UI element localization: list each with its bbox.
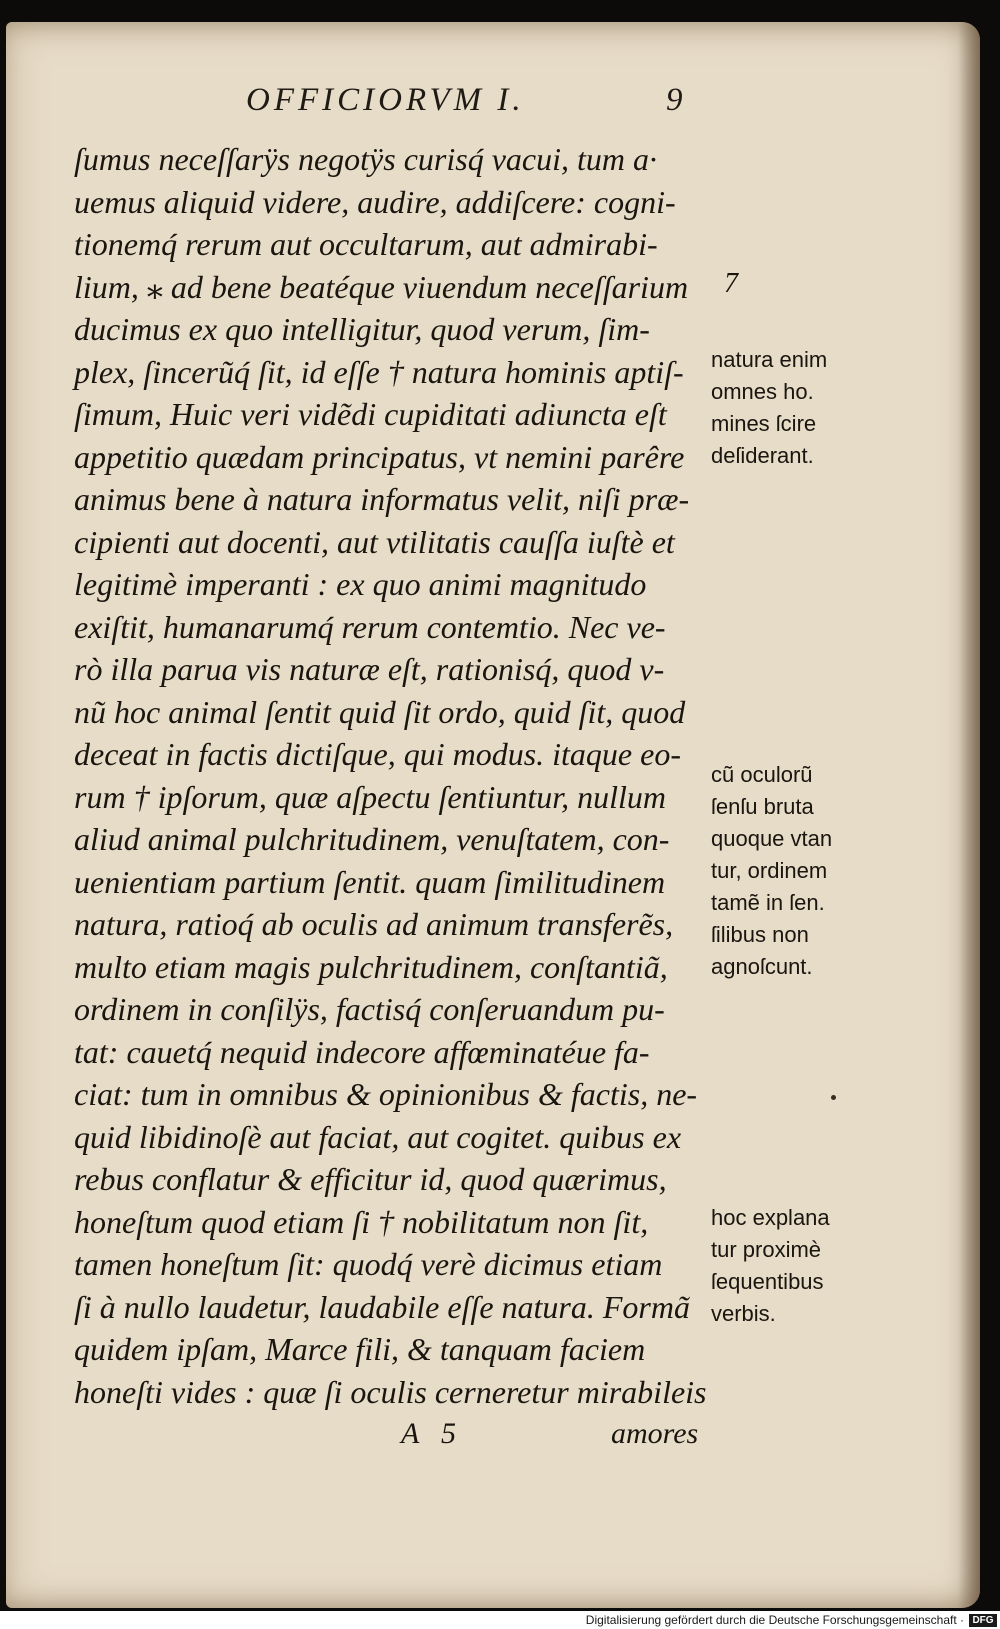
text-line: uemus aliquid videre, audire, addiſcere: cogni- bbox=[74, 183, 676, 220]
marginal-note-line: tamẽ in ſen. bbox=[711, 890, 825, 915]
marginal-note-line: quoque vtan bbox=[711, 826, 833, 851]
text-line: quidem ipſam, Marce fili, & tanquam faciem bbox=[74, 1331, 646, 1367]
text-line: quid libidinoſè aut faciat, aut cogitet. quibus ex bbox=[74, 1118, 682, 1155]
catchword: amores bbox=[611, 1417, 699, 1450]
text-line: rebus conflatur & efficitur id, quod quærimus, bbox=[74, 1161, 667, 1197]
text-line: legitimè imperanti : ex quo animi magnitudo bbox=[74, 566, 647, 602]
main-text-block bbox=[74, 138, 708, 1413]
marginal-note-line: agnoſcunt. bbox=[711, 954, 813, 979]
signature-mark: A bbox=[401, 1417, 420, 1450]
text-line: lium, ⁎ ad bene beatéque viuendum neceſſarium bbox=[74, 268, 689, 305]
dfg-logo: DFG bbox=[969, 1614, 997, 1627]
marginal-note-line: deſiderant. bbox=[711, 443, 814, 468]
text-line: ſumus neceſſarÿs negotÿs curisq́ vacui, tum a· bbox=[74, 141, 657, 177]
marginal-note-line: mines ſcire bbox=[711, 411, 817, 436]
text-line: rum † ipſorum, quæ aſpectu ſentiuntur, nullum bbox=[74, 778, 666, 815]
running-head-title: OFFICIORVM I. bbox=[246, 82, 525, 118]
marginal-note-2 bbox=[711, 759, 896, 983]
text-line: honeſti vides : quæ ſi oculis cerneretur mirabileis bbox=[74, 1373, 707, 1410]
marginal-note-line: ſenſu bruta bbox=[711, 794, 814, 819]
text-line: rò illa parua vis naturæ eſt, rationisq́, quod v- bbox=[74, 651, 665, 687]
text-line: honeſtum quod etiam ſi † nobilitatum non ſit, bbox=[74, 1203, 649, 1240]
marginal-note-line: natura enim bbox=[711, 347, 828, 372]
ink-spot bbox=[831, 1095, 836, 1100]
funding-credit: Digitalisierung gefördert durch die Deutsche Forschungsgemeinschaft · bbox=[585, 1613, 964, 1627]
marginal-note-line: ſilibus non bbox=[711, 922, 809, 947]
text-line: ordinem in conſilÿs, factisq́ conſeruandum pu- bbox=[74, 991, 665, 1027]
text-line: nũ hoc animal ſentit quid ſit ordo, quid ſit, quod bbox=[74, 693, 686, 730]
marginal-note-line: verbis. bbox=[711, 1301, 776, 1326]
marginal-note-3 bbox=[711, 1202, 896, 1330]
running-head bbox=[246, 82, 706, 119]
text-line: natura, ratioq́ ab oculis ad animum transferẽs, bbox=[74, 906, 674, 942]
text-line: tamen honeſtum ſit: quodq́ verè dicimus etiam bbox=[74, 1246, 663, 1282]
marginal-note-line: cũ oculorũ bbox=[711, 762, 813, 787]
text-line: plex, ſincerũq́ ſit, id eſſe † natura hominis aptiſ- bbox=[74, 353, 684, 390]
book-page bbox=[6, 22, 980, 1608]
text-line: ciat: tum in omnibus & opinionibus & factis, ne- bbox=[74, 1076, 698, 1112]
text-line: cipienti aut docenti, aut vtilitatis cauſſa iuſtè et bbox=[74, 523, 675, 560]
marginal-note-line: tur, ordinem bbox=[711, 858, 828, 883]
page-edge-shadow bbox=[958, 22, 980, 1608]
footer-bar bbox=[0, 1611, 1000, 1629]
folio-number: 9 bbox=[666, 82, 687, 118]
text-line: exiſtit, humanarumq́ rerum contemtio. Nec ve- bbox=[74, 608, 666, 645]
text-line: tat: cauetq́ nequid indecore affœminatéue fa- bbox=[74, 1033, 650, 1070]
signature-number: 5 bbox=[441, 1417, 456, 1450]
marginal-note-line: tur proximè bbox=[711, 1237, 822, 1262]
text-line: aliud animal pulchritudinem, venuſtatem, con- bbox=[74, 821, 670, 857]
text-line: multo etiam magis pulchritudinem, conſtantiã, bbox=[74, 948, 668, 985]
text-line: tionemq́ rerum aut occultarum, aut admirabi- bbox=[74, 226, 658, 262]
marginal-note-line: hoc explana bbox=[711, 1205, 830, 1230]
text-line: ducimus ex quo intelligitur, quod verum, ſim- bbox=[74, 311, 650, 347]
marginal-note-1 bbox=[711, 344, 896, 472]
gutter-number: 7 bbox=[724, 268, 738, 299]
text-line: deceat in factis dictiſque, qui modus. itaque eo- bbox=[74, 736, 681, 772]
text-line: uenientiam partium ſentit. quam ſimilitudinem bbox=[74, 863, 666, 900]
text-line: animus bene à natura informatus velit, niſi præ- bbox=[74, 481, 690, 517]
text-line: ſimum, Huic veri vidẽdi cupiditati adiuncta eſt bbox=[74, 396, 667, 432]
text-line: appetitio quædam principatus, vt nemini parêre bbox=[74, 438, 685, 475]
text-line: ſi à nullo laudetur, laudabile eſſe natura. Formã bbox=[74, 1288, 690, 1325]
marginal-note-line: omnes ho. bbox=[711, 379, 814, 404]
marginal-note-line: ſequentibus bbox=[711, 1269, 824, 1294]
